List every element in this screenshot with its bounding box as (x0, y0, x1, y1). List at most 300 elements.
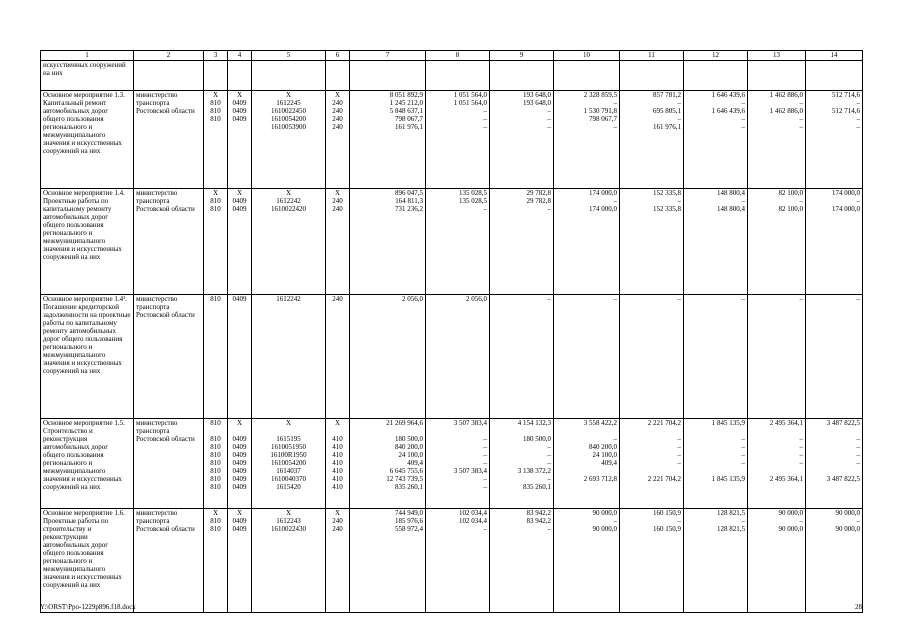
cell-value: 161 976,1 (395, 123, 423, 131)
cell-value: 810 (210, 107, 221, 115)
cell-executor (134, 91, 204, 189)
cell-expense-type (326, 419, 350, 509)
cell-value: 24 100,0 (398, 451, 423, 459)
cell-expense-type (326, 189, 350, 295)
cell-value: 90 000,0 (778, 509, 803, 517)
cell-value: – (741, 459, 745, 467)
cell-value: 82 100,0 (778, 189, 803, 197)
cell-value: 135 028,5 (459, 197, 487, 205)
cell-value: – (677, 115, 681, 123)
cell-section-code (228, 61, 252, 91)
cell-gov-code (204, 91, 228, 189)
cell-value: 810 (210, 525, 221, 533)
cell-value: – (677, 443, 681, 451)
cell-value: 0409 (232, 451, 247, 459)
cell-value: X (334, 509, 341, 517)
cell-total (350, 509, 426, 613)
cell-value: – (856, 451, 860, 459)
cell-value: 193 648,0 (523, 91, 551, 99)
cell-value: 798 067,7 (395, 115, 423, 123)
cell-measure-name (41, 419, 134, 509)
cell-value: 1 845 135,9 (711, 475, 745, 483)
cell-value: 810 (210, 467, 221, 475)
cell-value (622, 467, 681, 475)
cell-year-2016 (554, 61, 620, 91)
cell-value: – (547, 115, 551, 123)
cell-value: 90 000,0 (592, 509, 617, 517)
cell-value (492, 427, 551, 435)
cell-value: 160 150,9 (653, 509, 681, 517)
cell-value: 2 693 712,8 (583, 475, 617, 483)
cell-value (230, 427, 249, 435)
cell-value: 90 000,0 (592, 525, 617, 533)
cell-value: 0409 (232, 205, 247, 213)
cell-value: 164 811,3 (395, 197, 423, 205)
cell-value (428, 427, 487, 435)
cell-value: 810 (210, 205, 221, 213)
cell-value: 0409 (232, 443, 247, 451)
cell-year-2018 (684, 509, 748, 613)
cell-total (350, 419, 426, 509)
cell-value (686, 427, 745, 435)
cell-target-item-code (252, 419, 326, 509)
cell-value: 0409 (232, 525, 247, 533)
cell-value: 4 154 132,3 (517, 419, 551, 427)
cell-value: 2 495 364,1 (769, 419, 803, 427)
cell-value: 174 000,0 (832, 189, 860, 197)
cell-value: 83 942,2 (526, 517, 551, 525)
cell-value: министерство транспорта Ростовской области (136, 419, 195, 443)
cell-value: 0409 (232, 435, 247, 443)
cell-value: 0409 (232, 475, 247, 483)
cell-value: 148 800,4 (717, 205, 745, 213)
cell-target-item-code (252, 91, 326, 189)
cell-value: 1610054200 (271, 115, 306, 123)
cell-value: 896 047,5 (395, 189, 423, 197)
cell-value: 1614037 (276, 467, 301, 475)
cell-gov-code (204, 295, 228, 419)
cell-value: 410 (332, 435, 343, 443)
cell-year-2016 (554, 91, 620, 189)
cell-value: – (799, 459, 803, 467)
cell-year-2017 (620, 419, 684, 509)
cell-value: Основное мероприятие 1.5. Строительство и реконструкция автомобильных дорог общего пользования регионального и межмуниципального значения и искусственных сооружений на них (43, 419, 125, 491)
cell-year-2015 (490, 189, 554, 295)
cell-value: 29 782,8 (526, 197, 551, 205)
cell-value: 6 645 755,6 (389, 467, 423, 475)
cell-value: – (483, 123, 487, 131)
cell-value: – (613, 123, 617, 131)
cell-value: 810 (210, 419, 221, 427)
cell-value: 90 000,0 (835, 509, 860, 517)
cell-value: 810 (210, 443, 221, 451)
cell-value: X (236, 419, 243, 427)
cell-total (350, 189, 426, 295)
cell-value: – (799, 295, 803, 303)
cell-expense-type (326, 61, 350, 91)
cell-value: – (856, 435, 860, 443)
cell-value: – (677, 451, 681, 459)
cell-year-2016 (554, 295, 620, 419)
cell-value: 1612243 (276, 517, 301, 525)
table-row (41, 295, 863, 419)
cell-value: – (677, 459, 681, 467)
cell-value: 1 845 135,9 (711, 419, 745, 427)
cell-value: 83 942,2 (526, 509, 551, 517)
cell-value: 90 000,0 (835, 525, 860, 533)
cell-year-2020 (806, 295, 863, 419)
cell-value: 810 (210, 451, 221, 459)
cell-value: – (613, 197, 617, 205)
cell-year-2014 (426, 509, 490, 613)
cell-value: – (483, 459, 487, 467)
cell-value: – (799, 99, 803, 107)
cell-value: – (547, 443, 551, 451)
cell-value: 3 487 822,5 (826, 475, 860, 483)
cell-value (808, 467, 860, 475)
cell-year-2020 (806, 509, 863, 613)
cell-value: 0409 (232, 115, 247, 123)
cell-year-2018 (684, 295, 748, 419)
cell-value: – (483, 475, 487, 483)
cell-value: 240 (332, 517, 343, 525)
cell-value (254, 427, 323, 435)
column-number-2: 2 (134, 51, 204, 61)
cell-year-2019 (748, 295, 806, 419)
cell-value: 731 236,2 (395, 205, 423, 213)
cell-gov-code (204, 419, 228, 509)
page-number: 28 (855, 603, 862, 611)
cell-value: 180 500,0 (523, 435, 551, 443)
footer-file-path: Y:\ORST\Ppo-1229p896.f18.docx (40, 603, 136, 611)
cell-section-code (228, 295, 252, 419)
column-number-12: 12 (684, 51, 748, 61)
cell-value: Основное мероприятие 1.6. Проектные работы по строительству и реконструкции автомобильных дорог общего пользования регионального и межмуниципального значения и искусственных сооружений на них (43, 509, 125, 589)
cell-value: 3 487 822,5 (826, 419, 860, 427)
cell-value: – (613, 517, 617, 525)
cell-value: – (856, 123, 860, 131)
cell-executor (134, 419, 204, 509)
cell-value: 90 000,0 (778, 525, 803, 533)
cell-value: 1 051 564,0 (453, 91, 487, 99)
cell-value: 744 949,0 (395, 509, 423, 517)
cell-value: X (334, 189, 341, 197)
cell-value: 174 000,0 (589, 189, 617, 197)
cell-value: – (741, 451, 745, 459)
cell-section-code (228, 419, 252, 509)
cell-value: 798 067,7 (589, 115, 617, 123)
cell-value (808, 483, 860, 491)
cell-value: 1610053900 (271, 123, 306, 131)
cell-value: 1 462 886,0 (769, 91, 803, 99)
cell-value: 3 507 383,4 (453, 467, 487, 475)
cell-value: 1612245 (276, 99, 301, 107)
cell-value (808, 427, 860, 435)
cell-value (686, 467, 745, 475)
cell-year-2019 (748, 189, 806, 295)
cell-value: 410 (332, 459, 343, 467)
cell-value: 160 150,9 (653, 525, 681, 533)
cell-value: 410 (332, 483, 343, 491)
cell-value: – (483, 107, 487, 115)
cell-value: 410 (332, 451, 343, 459)
cell-value (750, 427, 803, 435)
cell-year-2017 (620, 295, 684, 419)
cell-value: 152 335,8 (653, 189, 681, 197)
column-number-row (41, 51, 863, 61)
cell-value: – (613, 295, 617, 303)
column-number-1: 1 (41, 51, 134, 61)
cell-value: – (741, 517, 745, 525)
cell-value: – (799, 451, 803, 459)
cell-year-2018 (684, 61, 748, 91)
cell-year-2016 (554, 419, 620, 509)
cell-value: – (856, 197, 860, 205)
cell-value: 512 714,6 (832, 107, 860, 115)
cell-executor (134, 509, 204, 613)
cell-value: – (677, 517, 681, 525)
cell-value: – (547, 107, 551, 115)
cell-value: 29 782,8 (526, 189, 551, 197)
cell-value: 2 221 704,2 (647, 475, 681, 483)
cell-year-2019 (748, 61, 806, 91)
cell-value: 0409 (232, 459, 247, 467)
column-number-9: 9 (490, 51, 554, 61)
cell-value: 1610051950 (271, 443, 306, 451)
cell-value: 12 743 739,5 (386, 475, 423, 483)
cell-year-2016 (554, 509, 620, 613)
cell-value: 240 (332, 99, 343, 107)
cell-value: – (483, 483, 487, 491)
table-row (41, 189, 863, 295)
cell-value: 135 028,5 (459, 189, 487, 197)
cell-value: 3 507 383,4 (453, 419, 487, 427)
cell-value (206, 427, 225, 435)
cell-executor (134, 295, 204, 419)
cell-value: – (856, 295, 860, 303)
cell-value: 180 500,0 (395, 435, 423, 443)
cell-value: – (547, 459, 551, 467)
cell-measure-name (41, 189, 134, 295)
cell-value: 1 646 439,6 (711, 91, 745, 99)
cell-value: 0409 (232, 483, 247, 491)
cell-value: 2 495 364,1 (769, 475, 803, 483)
cell-value: – (799, 123, 803, 131)
cell-value: 810 (210, 517, 221, 525)
cell-value: – (483, 205, 487, 213)
cell-value: – (741, 435, 745, 443)
cell-value: 1610022430 (271, 525, 306, 533)
column-number-7: 7 (350, 51, 426, 61)
cell-value: 810 (210, 295, 221, 303)
cell-year-2015 (490, 61, 554, 91)
cell-value: 2 328 859,5 (583, 91, 617, 99)
cell-gov-code (204, 509, 228, 613)
cell-value: 840 200,0 (589, 443, 617, 451)
cell-value: 810 (210, 115, 221, 123)
cell-year-2020 (806, 419, 863, 509)
cell-value (556, 467, 617, 475)
column-number-3: 3 (204, 51, 228, 61)
cell-value: 835 260,1 (395, 483, 423, 491)
cell-value: 1610022450 (271, 107, 306, 115)
cell-total (350, 61, 426, 91)
cell-value: 1615195 (276, 435, 301, 443)
cell-value: X (285, 189, 292, 197)
cell-value: – (799, 197, 803, 205)
cell-value: – (799, 435, 803, 443)
cell-value: 1610022420 (271, 205, 306, 213)
cell-value (328, 427, 347, 435)
cell-value: 161 976,1 (653, 123, 681, 131)
cell-value: 21 269 964,6 (386, 419, 423, 427)
cell-section-code (228, 91, 252, 189)
cell-value: 128 821,5 (717, 525, 745, 533)
cell-year-2019 (748, 91, 806, 189)
cell-year-2014 (426, 61, 490, 91)
cell-value: 16100R1950 (270, 451, 307, 459)
cell-value: – (483, 115, 487, 123)
cell-value (556, 427, 617, 435)
cell-value: 240 (332, 115, 343, 123)
cell-executor (134, 189, 204, 295)
cell-value: 810 (210, 483, 221, 491)
cell-year-2020 (806, 61, 863, 91)
cell-value: 1612242 (276, 295, 301, 303)
cell-value: министерство транспорта Ростовской области (136, 509, 195, 533)
table-row (41, 419, 863, 509)
cell-value: X (212, 509, 219, 517)
column-number-13: 13 (748, 51, 806, 61)
column-number-10: 10 (554, 51, 620, 61)
table-row (41, 61, 863, 91)
cell-value: 1612242 (276, 197, 301, 205)
cell-section-code (228, 509, 252, 613)
cell-value: 0409 (232, 99, 247, 107)
cell-value: 2 056,0 (402, 295, 423, 303)
cell-value: 840 200,0 (395, 443, 423, 451)
cell-value: – (547, 475, 551, 483)
cell-total (350, 295, 426, 419)
cell-value: 102 034,4 (459, 517, 487, 525)
cell-value: 2 221 704,2 (647, 419, 681, 427)
column-number-14: 14 (806, 51, 863, 61)
cell-value: 1 530 791,8 (583, 107, 617, 115)
cell-target-item-code (252, 509, 326, 613)
cell-value: 835 260,1 (523, 483, 551, 491)
cell-year-2019 (748, 509, 806, 613)
cell-value: 148 800,4 (717, 189, 745, 197)
cell-year-2017 (620, 509, 684, 613)
cell-value: 193 648,0 (523, 99, 551, 107)
cell-value (750, 483, 803, 491)
cell-value: 1 051 564,0 (453, 99, 487, 107)
cell-year-2014 (426, 91, 490, 189)
cell-expense-type (326, 91, 350, 189)
cell-year-2020 (806, 91, 863, 189)
cell-value: – (741, 99, 745, 107)
cell-value: Основное мероприятие 1.3. Капитальный ремонт автомобильных дорог общего пользования регионального и межмуниципального значения и искусственных сооружений на них (43, 91, 125, 155)
column-number-8: 8 (426, 51, 490, 61)
cell-year-2015 (490, 419, 554, 509)
cell-value: X (212, 189, 219, 197)
column-number-5: 5 (252, 51, 326, 61)
cell-value: 409,4 (407, 459, 423, 467)
cell-value: – (856, 443, 860, 451)
cell-value: 174 000,0 (832, 205, 860, 213)
cell-value: – (856, 99, 860, 107)
cell-value: 240 (332, 525, 343, 533)
cell-year-2018 (684, 189, 748, 295)
cell-value: 174 000,0 (589, 205, 617, 213)
cell-value: – (483, 435, 487, 443)
cell-value: 3 138 372,2 (517, 467, 551, 475)
cell-value (750, 467, 803, 475)
cell-value: 2 056,0 (466, 295, 487, 303)
cell-value: – (483, 443, 487, 451)
cell-value: 810 (210, 435, 221, 443)
cell-value: 240 (332, 295, 343, 303)
cell-section-code (228, 189, 252, 295)
cell-value: – (741, 197, 745, 205)
cell-year-2015 (490, 295, 554, 419)
cell-value (556, 483, 617, 491)
cell-measure-name (41, 61, 134, 91)
cell-value: 185 976,6 (395, 517, 423, 525)
cell-year-2017 (620, 189, 684, 295)
cell-year-2015 (490, 91, 554, 189)
cell-value: X (285, 91, 292, 99)
column-number-4: 4 (228, 51, 252, 61)
cell-value: X (212, 91, 219, 99)
cell-year-2016 (554, 189, 620, 295)
cell-value: – (483, 525, 487, 533)
cell-value: 810 (210, 475, 221, 483)
column-number-6: 6 (326, 51, 350, 61)
cell-value: Основное мероприятие 1.4¹. Погашение кредиторской задолженности на проектные работы по капитальному ремонту автомобильных дорог общего пользования регионального и межмуниципального значения и искусственных сооружений на них (43, 295, 131, 375)
cell-value: 857 781,2 (653, 91, 681, 99)
cell-value (622, 427, 681, 435)
cell-value: 558 972,4 (395, 525, 423, 533)
cell-value: – (613, 99, 617, 107)
cell-total (350, 91, 426, 189)
cell-value (622, 483, 681, 491)
budget-table (40, 50, 863, 613)
cell-value: – (799, 517, 803, 525)
cell-value: X (236, 189, 243, 197)
cell-value: – (613, 435, 617, 443)
table-row (41, 91, 863, 189)
cell-value: – (677, 435, 681, 443)
cell-year-2014 (426, 295, 490, 419)
cell-value: – (741, 443, 745, 451)
cell-value: 82 100,0 (778, 205, 803, 213)
cell-value: – (741, 115, 745, 123)
cell-target-item-code (252, 189, 326, 295)
cell-value: – (547, 295, 551, 303)
cell-value: 810 (210, 459, 221, 467)
cell-value: – (547, 451, 551, 459)
cell-value: 0409 (232, 517, 247, 525)
cell-value: 512 714,6 (832, 91, 860, 99)
cell-value: X (285, 419, 292, 427)
cell-value: 410 (332, 475, 343, 483)
cell-value: 8 051 892,9 (389, 91, 423, 99)
cell-measure-name (41, 91, 134, 189)
cell-value: – (741, 123, 745, 131)
cell-year-2014 (426, 189, 490, 295)
cell-value: министерство транспорта Ростовской области (136, 295, 195, 319)
